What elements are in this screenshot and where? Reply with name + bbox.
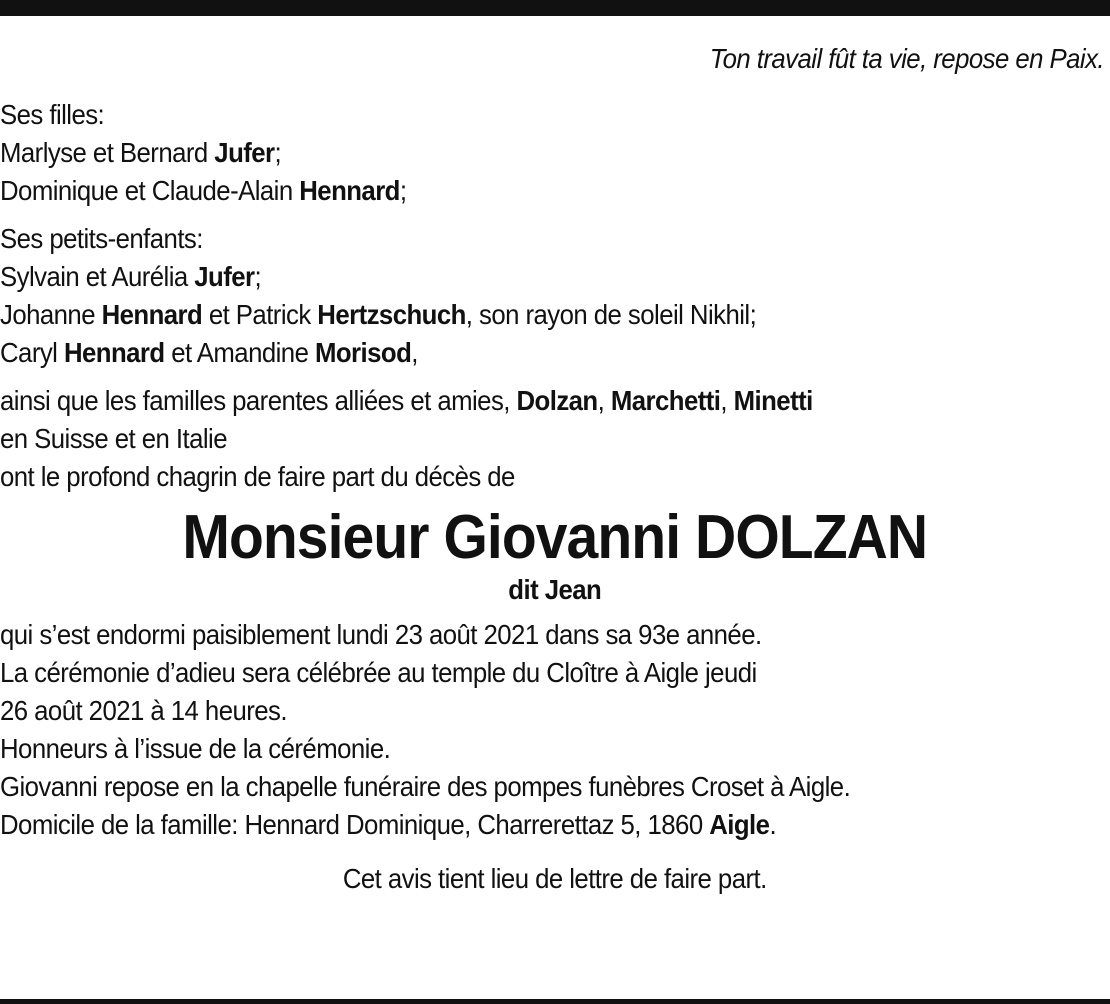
deceased-name: Monsieur Giovanni DOLZAN [182,503,928,572]
obituary-notice [0,40,1104,898]
families-line-2: en Suisse et en Italie [0,423,228,454]
passing-line: qui s’est endormi paisiblement lundi 23 août 2021 dans sa 93e année. [0,619,762,650]
chapel-line: Giovanni repose en la chapelle funéraire des pompes funèbres Croset à Aigle. [0,771,851,802]
ceremony-line-1: La cérémonie d’adieu sera célébrée au temple du Cloître à Aigle jeudi [0,657,757,688]
surname: Morisod [314,337,412,368]
grandchildren-heading: Ses petits-enfants: [0,223,203,254]
punctuation: , [411,337,418,368]
names-text: Dominique et Claude-Alain [0,175,300,206]
names-text: Sylvain et Aurélia [0,261,195,292]
families-line-3: ont le profond chagrin de faire part du décès de [0,461,515,492]
daughters-section [0,96,1021,210]
details-section [0,616,1021,844]
families-line-1 [0,382,1021,420]
family-name: Marchetti [610,385,721,416]
domicile-text: Domicile de la famille: Hennard Dominique, Charrerettaz 5, 1860 [0,809,710,840]
daughters-line-2 [0,172,1021,210]
punctuation: ; [254,261,262,292]
names-text: Johanne [0,299,102,330]
honors-line: Honneurs à l’issue de la cérémonie. [0,733,391,764]
punctuation: . [769,809,777,840]
family-name: Minetti [733,385,813,416]
ceremony-line-2: 26 août 2021 à 14 heures. [0,695,287,726]
closing-statement: Cet avis tient lieu de lettre de faire part. [342,863,767,894]
surname: Jufer [214,137,275,168]
grandchildren-line-2 [0,296,1021,334]
grandchildren-line-3 [0,334,1021,372]
surname: Jufer [194,261,255,292]
domicile-city: Aigle [709,809,770,840]
names-text: et Patrick [202,299,318,330]
separator: , [720,385,734,416]
deceased-alias: dit Jean [508,574,602,605]
surname: Hertzschuch [317,299,466,330]
grandchildren-section [0,220,1021,372]
families-section [0,382,1021,496]
families-text: ainsi que les familles parentes alliées et amies, [0,385,517,416]
daughters-heading: Ses filles: [0,99,105,130]
separator: , [597,385,611,416]
grandchildren-line-1 [0,258,1021,296]
punctuation: ; [399,175,407,206]
bottom-border-rule [0,999,1110,1004]
names-text: Caryl [0,337,64,368]
punctuation: ; [274,137,282,168]
motto: Ton travail fût ta vie, repose en Paix. [709,43,1104,74]
top-border-rule [0,0,1110,16]
names-text: , son rayon de soleil Nikhil; [465,299,757,330]
daughters-line-1 [0,134,1021,172]
surname: Hennard [63,337,165,368]
names-text: et Amandine [164,337,315,368]
surname: Hennard [299,175,400,206]
domicile-line [0,806,1021,844]
surname: Hennard [101,299,203,330]
names-text: Marlyse et Bernard [0,137,215,168]
family-name: Dolzan [516,385,598,416]
